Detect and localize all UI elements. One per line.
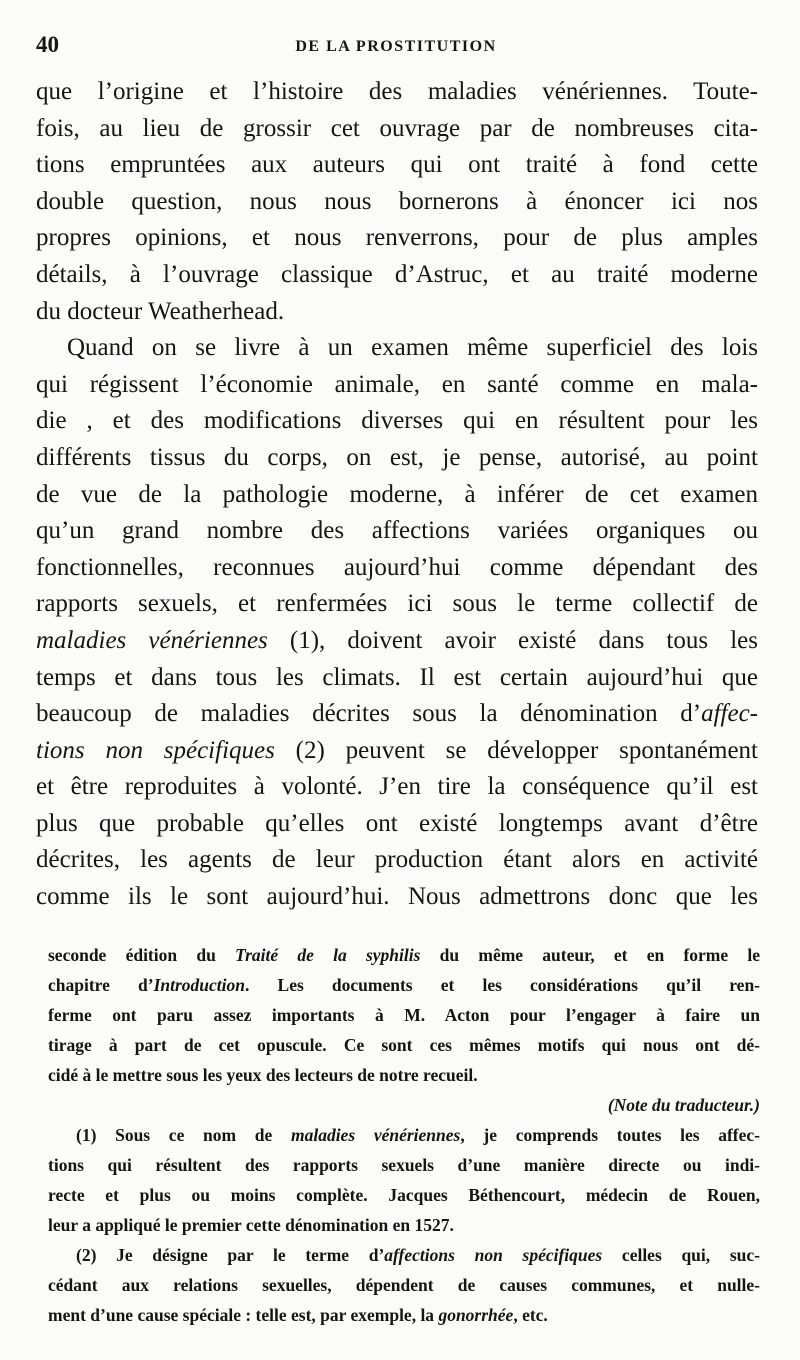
main-text [36,74,758,916]
text-line: différents tissus du corps, on est, je pense, autorisé, au point [36,443,758,471]
text-line: propres opinions, et nous renverrons, pour de plus amples [36,224,758,252]
footnote-line: ment d’une cause spéciale : telle est, par exemple, la gonorrhée, etc. [48,1305,548,1325]
text-line: du docteur Weatherhead. [36,297,285,325]
footnote-line: tirage à part de cet opuscule. Ce sont ces mêmes motifs qui nous ont dé- [48,1035,760,1055]
footnote-line: (2) Je désigne par le terme d’affections non spécifiques celles qui, suc- [76,1245,760,1265]
footnote-line: (1) Sous ce nom de maladies vénériennes, je comprends toutes les affec- [76,1125,760,1145]
footnote-line: tions qui résultent des rapports sexuels d’une manière directe ou indi- [48,1155,760,1175]
footnote-line: cidé à le mettre sous les yeux des lecteurs de notre recueil. [48,1065,478,1085]
text-line: tions empruntées aux auteurs qui ont traité à fond cette [36,151,758,179]
page-number: 40 [36,32,59,57]
text-line: détails, à l’ouvrage classique d’Astruc, et au traité moderne [36,260,758,288]
text-line: double question, nous nous bornerons à énoncer ici nos [36,187,758,215]
text-line: décrites, les agents de leur production étant alors en activité [36,846,758,874]
footnote-line: recte et plus ou moins complète. Jacques Béthencourt, médecin de Rouen, [48,1185,760,1205]
footnote-line: seconde édition du Traité de la syphilis du même auteur, et en forme le [48,945,761,965]
text-line: qui régissent l’économie animale, en santé comme en mala- [36,370,758,398]
footnote-line: cédant aux relations sexuelles, dépendent de causes communes, et nulle- [48,1275,760,1295]
text-line: et être reproduites à volonté. J’en tire la conséquence qu’il est [36,773,758,801]
text-line: fois, au lieu de grossir cet ouvrage par de nombreuses cita- [36,114,758,142]
text-line: rapports sexuels, et renfermées ici sous le terme collectif de [36,590,758,618]
translator-note-signature: (Note du traducteur.) [607,1095,760,1115]
text-line: de vue de la pathologie moderne, à inférer de cet examen [36,480,758,508]
text-line: beaucoup de maladies décrites sous la dénomination d’affec- [36,700,758,728]
text-line: Quand on se livre à un examen même superficiel des lois [67,334,758,362]
text-line: comme ils le sont aujourd’hui. Nous admettrons donc que les [36,883,758,911]
footnotes [48,940,760,1330]
page-header [36,32,756,62]
text-line: qu’un grand nombre des affections variées organiques ou [36,517,758,545]
text-line: temps et dans tous les climats. Il est certain aujourd’hui que [36,663,758,691]
text-line: fonctionnelles, reconnues aujourd’hui comme dépendant des [36,553,758,581]
text-line: que l’origine et l’histoire des maladies vénériennes. Toute- [36,78,758,105]
footnote-line: leur a appliqué le premier cette dénomination en 1527. [48,1215,454,1235]
footnote-line: ferme ont paru assez importants à M. Acton pour l’engager à faire un [48,1005,760,1025]
text-line: maladies vénériennes (1), doivent avoir existé dans tous les [36,626,758,654]
text-line: plus que probable qu’elles ont existé longtemps avant d’être [36,809,758,837]
running-head: DE LA PROSTITUTION [295,38,497,55]
footnote-line: chapitre d’Introduction. Les documents et les considérations qu’il ren- [48,975,761,995]
text-line: die , et des modifications diverses qui en résultent pour les [36,407,758,435]
text-line: tions non spécifiques (2) peuvent se développer spontanément [36,736,758,764]
